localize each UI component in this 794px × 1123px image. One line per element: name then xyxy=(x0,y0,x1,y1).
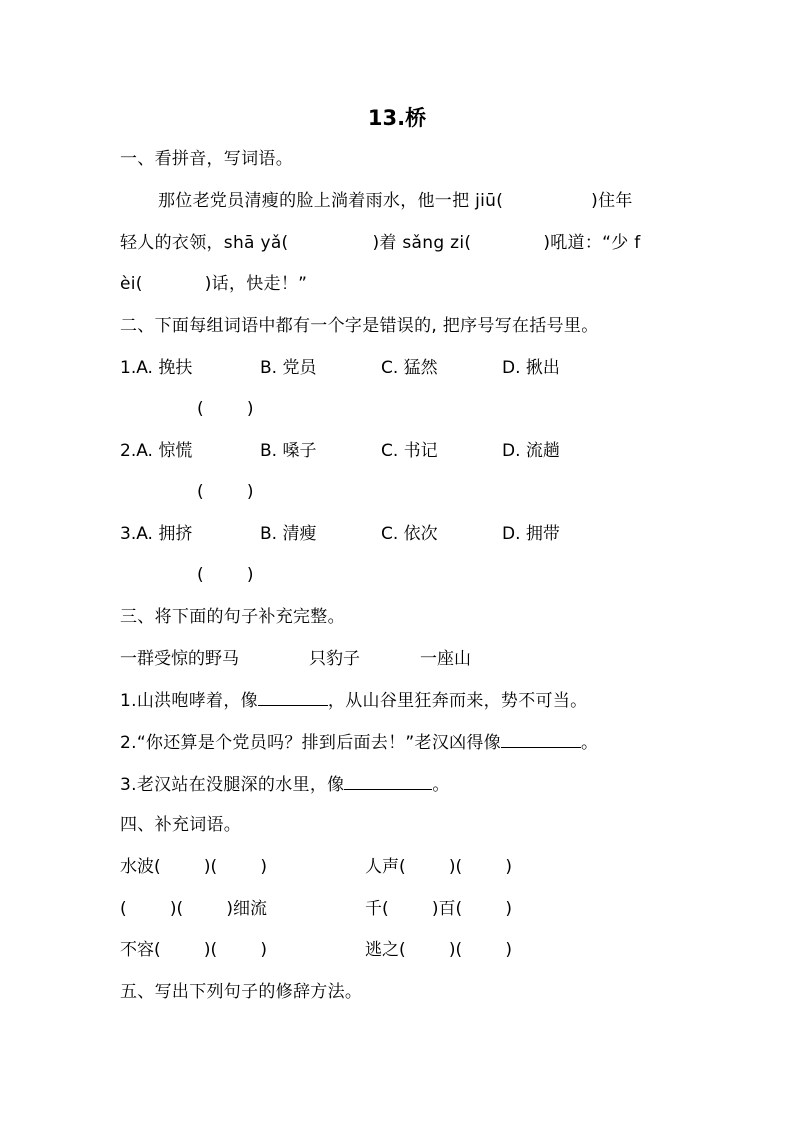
option-leopard: 只豹子 xyxy=(309,649,360,669)
section1-line2-c: )吼道：“少 f xyxy=(543,233,641,253)
idiom-item[interactable]: 千( )百( ) xyxy=(365,899,512,919)
group2-option-b: B. 嗓子 xyxy=(260,441,317,461)
idiom-item[interactable]: 不容( )( ) xyxy=(120,940,267,960)
idiom-item[interactable]: 人声( )( ) xyxy=(365,857,512,877)
sentence-1 xyxy=(120,689,587,712)
section1-line1 xyxy=(158,190,633,212)
sentence-2-pre: 2.“你还算是个党员吗？排到后面去！”老汉凶得像 xyxy=(120,733,502,753)
group2-answer[interactable]: ( ) xyxy=(197,482,254,502)
idiom-item[interactable]: 水波( )( ) xyxy=(120,857,267,877)
sentence-1-pre: 1.山洪咆哮着，像 xyxy=(120,691,258,711)
section1-line1-post: )住年 xyxy=(591,191,633,211)
sentence-2-blank[interactable] xyxy=(501,731,581,748)
section2-heading: 二、下面每组词语中都有一个字是错误的, 把序号写在括号里。 xyxy=(120,316,599,336)
sentence-3-blank[interactable] xyxy=(344,773,432,790)
group3-answer[interactable]: ( ) xyxy=(197,565,254,585)
group2-option-c: C. 书记 xyxy=(381,441,438,461)
group2-option-d: D. 流趟 xyxy=(502,441,560,461)
section1-line2-a: 轻人的衣领，shā yǎ( xyxy=(120,233,289,253)
section1-line3-a: èi( xyxy=(120,274,143,294)
group3-option-d: D. 拥带 xyxy=(502,524,560,544)
sentence-3-pre: 3.老汉站在没腿深的水里，像 xyxy=(120,775,345,795)
option-mountain: 一座山 xyxy=(420,649,471,669)
group1-answer[interactable]: ( ) xyxy=(197,399,254,419)
group1-option-d: D. 揪出 xyxy=(502,358,560,378)
section1-line3-b: )话，快走！” xyxy=(204,274,308,294)
page-title: 13.桥 xyxy=(367,106,427,130)
option-wild-horses: 一群受惊的野马 xyxy=(120,649,239,669)
group1-option-b: B. 党员 xyxy=(260,358,317,378)
sentence-1-blank[interactable] xyxy=(258,689,328,706)
group3-option-b: B. 清瘦 xyxy=(260,524,317,544)
sentence-3 xyxy=(120,773,450,796)
sentence-2 xyxy=(120,731,598,754)
section3-heading: 三、将下面的句子补充完整。 xyxy=(120,607,345,627)
section4-heading: 四、补充词语。 xyxy=(120,815,242,835)
group1-option-a: 1.A. 挽扶 xyxy=(120,358,193,378)
group2-option-a: 2.A. 惊慌 xyxy=(120,441,193,461)
section1-line1-pre: 那位老党员清瘦的脸上淌着雨水，他一把 jiū( xyxy=(158,191,504,211)
sentence-2-post: 。 xyxy=(581,733,599,753)
group3-option-a: 3.A. 拥挤 xyxy=(120,524,193,544)
section1-line3 xyxy=(120,273,307,295)
section1-line2-b: )着 sǎng zi( xyxy=(372,233,472,253)
section1-line2 xyxy=(120,232,641,254)
group1-option-c: C. 猛然 xyxy=(381,358,438,378)
idiom-item[interactable]: ( )( )细流 xyxy=(120,899,267,919)
group3-option-c: C. 依次 xyxy=(381,524,438,544)
idiom-item[interactable]: 逃之( )( ) xyxy=(365,940,512,960)
sentence-3-post: 。 xyxy=(432,775,450,795)
sentence-1-post: ，从山谷里狂奔而来，势不可当。 xyxy=(327,691,588,711)
section5-heading: 五、写出下列句子的修辞方法。 xyxy=(120,982,363,1002)
section1-heading: 一、看拼音，写词语。 xyxy=(120,149,293,169)
